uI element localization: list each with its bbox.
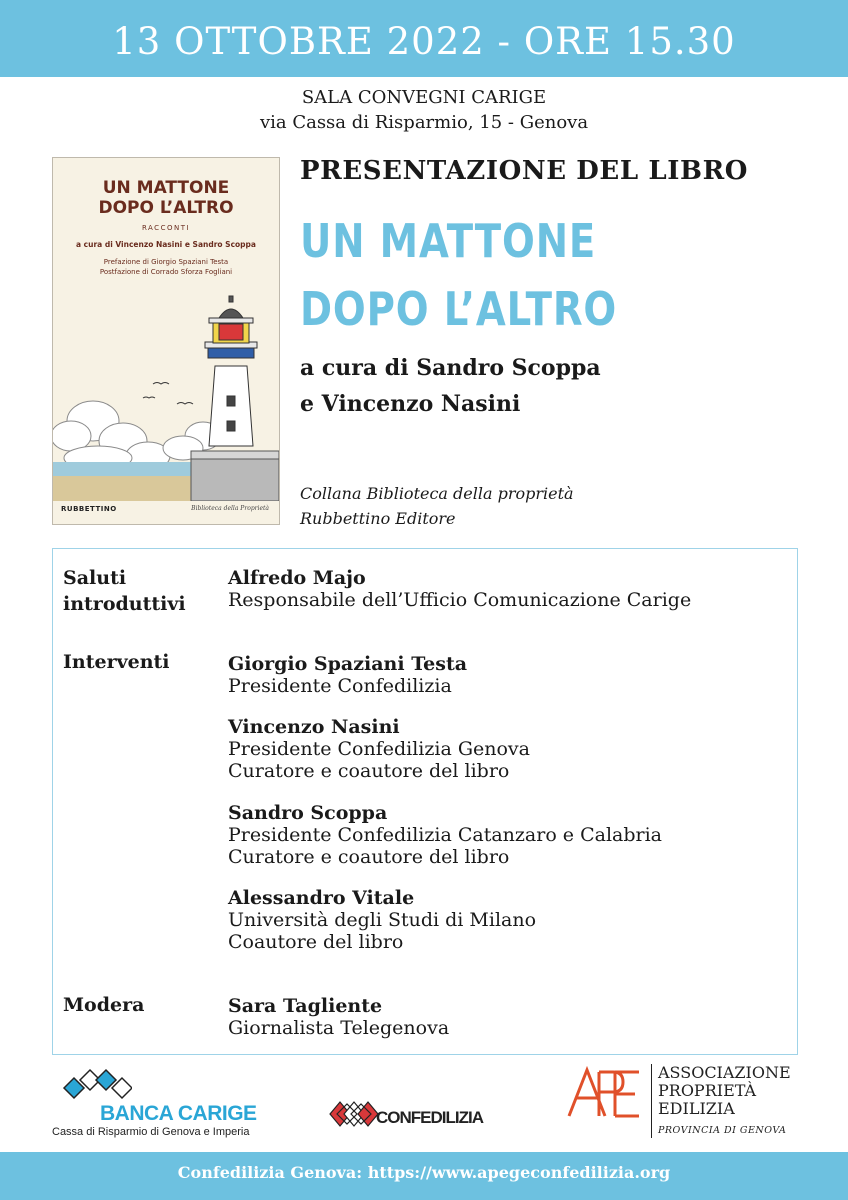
saluti-label-line2: introduttivi <box>63 593 186 615</box>
cover-title <box>53 178 279 218</box>
carige-name: BANCA CARIGE <box>100 1102 257 1125</box>
speaker-role: Presidente Confedilizia Catanzaro e Calabria <box>228 824 663 846</box>
banca-carige-logo <box>52 1066 262 1142</box>
speaker-role: Università degli Studi di Milano <box>228 909 537 931</box>
publisher-name: Rubbettino Editore <box>300 509 456 528</box>
cover-preface: Prefazione di Giorgio Spaziani Testa <box>103 258 229 266</box>
book-title-line2: DOPO L’ALTRO <box>300 282 618 336</box>
moderator-role: Giornalista Telegenova <box>228 1017 450 1039</box>
lighthouse-illustration <box>53 276 279 501</box>
footer-website[interactable]: Confedilizia Genova: https://www.apegeconfedilizia.org <box>177 1163 671 1182</box>
footer-banner <box>0 1152 848 1200</box>
saluti-speaker-role: Responsabile dell’Ufficio Comunicazione Carige <box>228 589 692 611</box>
book-cover <box>52 157 280 525</box>
saluti-label-line1: Saluti <box>63 567 127 589</box>
program-box <box>52 548 798 1055</box>
speaker-role: Presidente Confedilizia Genova <box>228 738 530 760</box>
saluti-label <box>63 565 186 617</box>
confedilizia-name: CONFEDILIZIA <box>376 1108 483 1127</box>
speaker-name: Alessandro Vitale <box>228 887 415 909</box>
ape-name-line2: PROPRIETÀ <box>658 1081 757 1100</box>
top-banner <box>0 0 848 77</box>
ape-province: PROVINCIA DI GENOVA <box>658 1125 787 1136</box>
speaker-name: Giorgio Spaziani Testa <box>228 653 468 675</box>
venue-address: via Cassa di Risparmio, 15 - Genova <box>259 112 589 133</box>
cover-publisher: RUBBETTINO <box>61 505 117 513</box>
moderator-name: Sara Tagliente <box>228 995 383 1017</box>
speaker-role: Presidente Confedilizia <box>228 675 452 697</box>
cover-collection: Biblioteca della Proprietà <box>191 505 269 512</box>
cover-postface: Postfazione di Corrado Sforza Fogliani <box>99 268 233 276</box>
curated-by-line1: a cura di Sandro Scoppa <box>300 355 601 381</box>
event-date-time: 13 OTTOBRE 2022 - ORE 15.30 <box>112 20 736 63</box>
cover-subtitle: RACCONTI <box>141 224 191 232</box>
presentation-heading: PRESENTAZIONE DEL LIBRO <box>300 156 749 186</box>
cover-authors: a cura di Vincenzo Nasini e Sandro Scoppa <box>76 240 256 249</box>
ape-divider <box>651 1064 652 1138</box>
curated-by-line2: e Vincenzo Nasini <box>300 391 521 417</box>
modera-label: Modera <box>63 994 145 1016</box>
speaker-role: Curatore e coautore del libro <box>228 846 510 868</box>
carige-subtitle: Cassa di Risparmio di Genova e Imperia <box>52 1126 250 1138</box>
speaker-role: Curatore e coautore del libro <box>228 760 510 782</box>
ape-name-line3: EDILIZIA <box>658 1099 735 1118</box>
book-title-line1: UN MATTONE <box>300 214 597 268</box>
speaker-name: Vincenzo Nasini <box>228 716 400 738</box>
carige-diamonds-icon <box>52 1066 132 1106</box>
cover-title-line1: UN MATTONE <box>102 178 230 198</box>
collection-name: Collana Biblioteca della proprietà <box>300 484 574 503</box>
saluti-speaker-name: Alfredo Majo <box>228 567 366 589</box>
confedilizia-logo <box>328 1092 488 1138</box>
ape-monogram-icon <box>565 1066 643 1118</box>
speaker-name: Sandro Scoppa <box>228 802 388 824</box>
ape-name-line1: ASSOCIAZIONE <box>658 1063 791 1082</box>
ape-logo <box>565 1064 805 1144</box>
venue-name: SALA CONVEGNI CARIGE <box>301 87 547 108</box>
interventi-label: Interventi <box>63 651 170 673</box>
cover-title-line2: DOPO L’ALTRO <box>98 198 234 218</box>
speaker-role: Coautore del libro <box>228 931 404 953</box>
